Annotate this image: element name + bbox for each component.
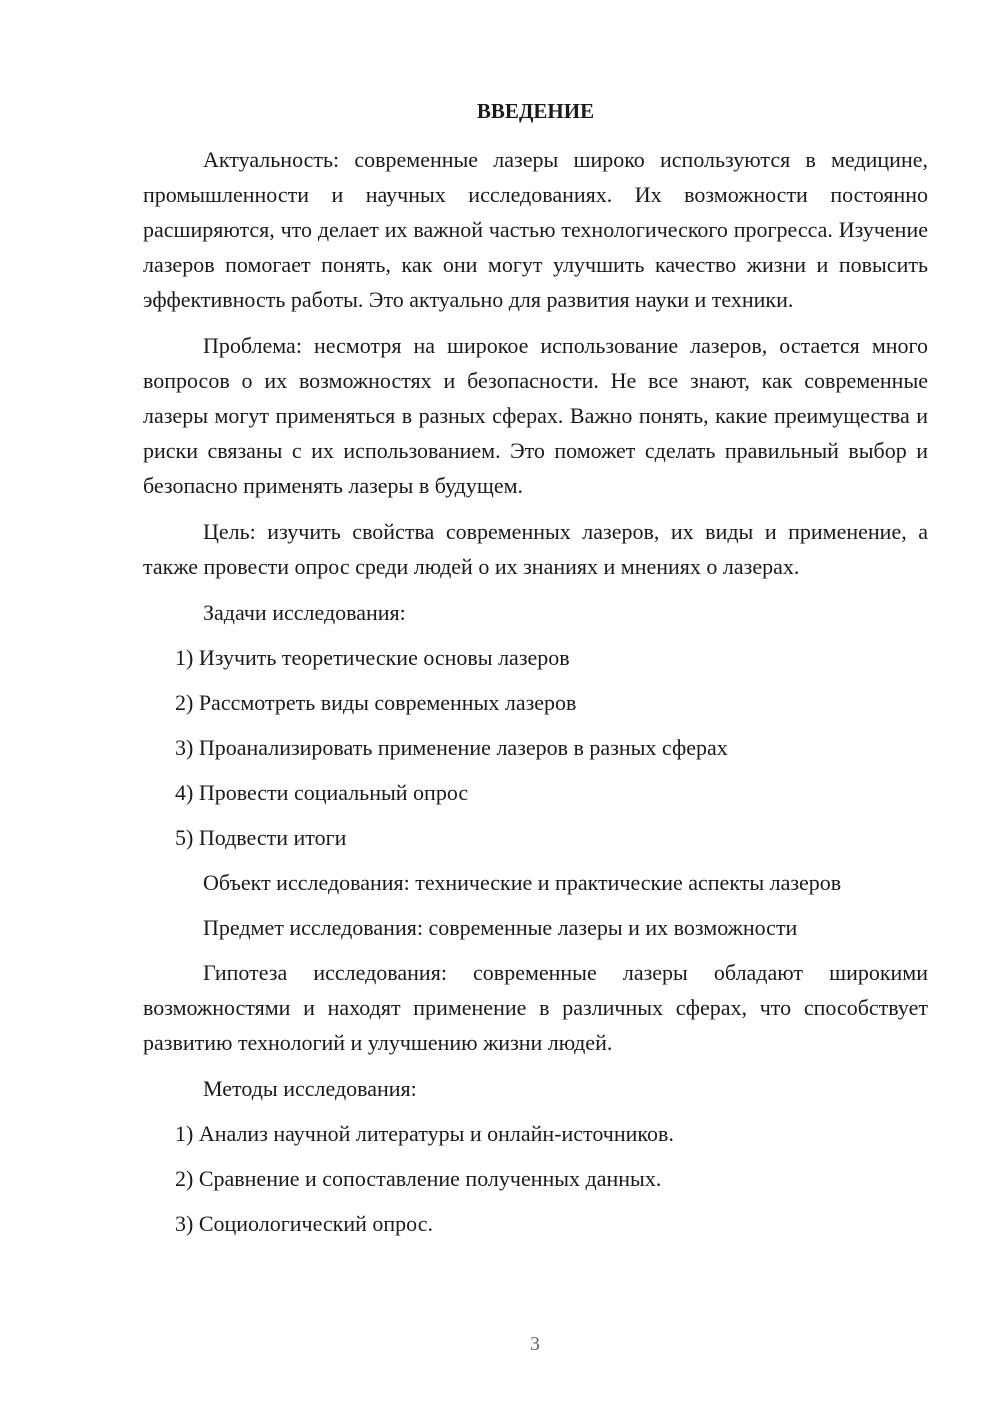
object-paragraph: Объект исследования: технические и практические аспекты лазеров [203, 870, 842, 895]
relevance-paragraph: Актуальность: современные лазеры широко используются в медицине, промышленности и научных исследованиях. Их возможности постоянно расширяются, что делает их важной частью технологического прогресса. Изучение лазеров помогает понять, как они могут улучшить качество жизни и повысить эффективность работы. Это актуально для развития науки и техники. [143, 147, 928, 312]
tasks-heading: Задачи исследования: [203, 600, 406, 625]
problem-paragraph: Проблема: несмотря на широкое использование лазеров, остается много вопросов о их возможностях и безопасности. Не все знают, как современные лазеры могут применяться в разных сферах. Важно понять, какие преимущества и риски связаны с их использованием. Это поможет сделать правильный выбор и безопасно применять лазеры в будущем. [143, 333, 928, 498]
task-item: 5) Подвести итоги [175, 825, 347, 850]
document-page [143, 95, 928, 1251]
task-item: 2) Рассмотреть виды современных лазеров [175, 690, 577, 715]
task-item: 3) Проанализировать применение лазеров в разных сферах [175, 735, 728, 760]
task-item: 1) Изучить теоретические основы лазеров [175, 645, 570, 670]
method-item: 3) Социологический опрос. [175, 1211, 433, 1236]
method-item: 1) Анализ научной литературы и онлайн-источников. [175, 1121, 674, 1146]
page-title: ВВЕДЕНИЕ [476, 99, 595, 123]
hypothesis-paragraph: Гипотеза исследования: современные лазеры обладают широкими возможностями и находят применение в различных сферах, что способствует развитию технологий и улучшению жизни людей. [143, 960, 928, 1055]
subject-paragraph: Предмет исследования: современные лазеры и их возможности [203, 915, 798, 940]
page-number: 3 [530, 1333, 540, 1355]
goal-paragraph: Цель: изучить свойства современных лазеров, их виды и применение, а также провести опрос среди людей о их знаниях и мнениях о лазерах. [143, 519, 928, 579]
task-item: 4) Провести социальный опрос [175, 780, 469, 805]
method-item: 2) Сравнение и сопоставление полученных данных. [175, 1166, 662, 1191]
methods-heading: Методы исследования: [203, 1076, 417, 1101]
